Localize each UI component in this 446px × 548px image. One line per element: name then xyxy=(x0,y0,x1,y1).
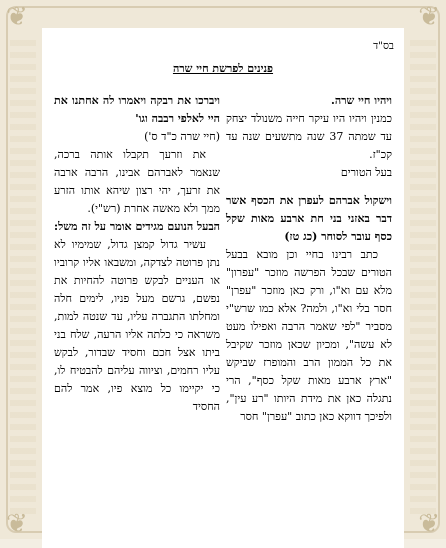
paragraph-heading: הבעל הנועם מגידים אומר על זה משל: xyxy=(54,220,220,233)
paragraph: כמנין ויהיו היו עיקר חייה משנולד יצחק עד שמתה 37 שנה מתשעים שנה עד קכ"ז. xyxy=(226,112,392,161)
document-page xyxy=(42,28,404,548)
corner-ornament-icon: ❦ xyxy=(418,509,440,539)
paragraph-heading: ויהיו חיי שרה. xyxy=(330,94,392,107)
paragraph: את וזרעך תקבלו אותה ברכה, שנאמר לאברהם אבינו, הרבה ארבה את זרעך, יהי רצון שיהא אותו הזרע ממך ולא מאשה אחרת (רש"י). xyxy=(54,148,220,215)
paragraph: עשיר גדול קמצן גדול, שמימיו לא נתן פרוטה לצדקה, ומשבאו אליו קרוביו או העניים לבקש פרוטה להחיות את נפשם, גרשם מעל פניו, לימים חלה ומחלתו התגברה עליו, עד שנטה למות, משראה כי כלתה אליו הרעה, שלח בני ביתו אצל חכם וחסיד שבדור, לבקש עליו רחמים, וציווה עליהם להבטיח לו, כי יקיימו כל מוצא פיו, אמר להם החסיד xyxy=(54,238,220,413)
paragraph: בעל הטורים xyxy=(340,166,392,179)
header-bsd: בס"ד xyxy=(373,40,394,52)
paragraph-gap xyxy=(226,182,392,192)
right-column xyxy=(226,92,392,426)
corner-ornament-icon: ❦ xyxy=(418,2,440,32)
paragraph: כתב רבינו בחיי וכן מובא בבעל הטורים שבכל הפרשה מוזכר "עפרון" מלא עם וא"ו, ורק כאן מוזכר "עפרן" חסר בלי וא"ו, ולמה? אלא כמו שרש"י מסביר "לפי שאמר הרבה ואפילו מעט לא עשה", ומכיון שכאן מוזכר שקיבל את כל הממון הרב והמופרז שביקש "ארץ ארבע מאות שקל כסף", הרי נתגלה כאן את מידת היותו "רע עין", ולפיכך דווקא כאן כתוב "עפרן" חסר xyxy=(226,248,392,423)
paragraph-heading: וישקול אברהם לעפרן את הכסף אשר דבר באזני בני חת ארבע מאות שקל כסף עובר לסוחר (כג טז) xyxy=(226,194,392,243)
paragraph: (חיי שרה כ"ד ס') xyxy=(144,130,220,143)
border-pattern-right xyxy=(410,40,436,519)
corner-ornament-icon: ❦ xyxy=(6,2,28,32)
page-title: פנינים לפרשת חיי שרה xyxy=(172,62,274,75)
left-column xyxy=(54,92,220,416)
corner-ornament-icon: ❦ xyxy=(6,509,28,539)
border-pattern-left xyxy=(10,40,36,519)
paragraph-heading: ויברכו את רבקה ויאמרו לה אחתנו את היי לאלפי רבבה וגו' xyxy=(54,94,220,125)
